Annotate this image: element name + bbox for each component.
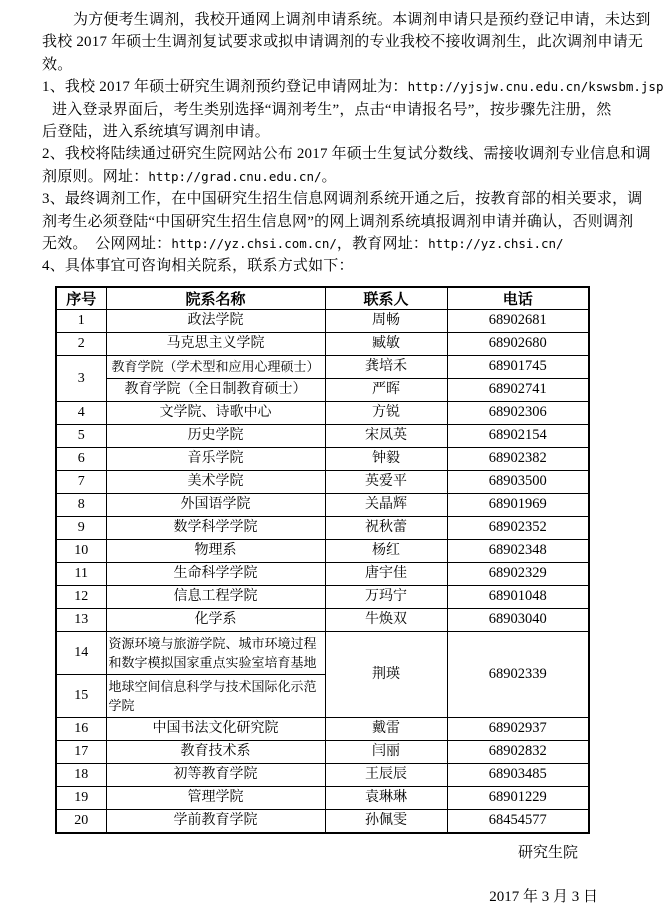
phone-number-cell: 68903040 [447,608,589,631]
contact-person-cell: 荆瑛 [325,631,447,717]
row-number-cell: 19 [56,786,106,809]
contact-person-cell: 周畅 [325,309,447,332]
contact-person-cell: 英爱平 [325,470,447,493]
table-row [56,355,589,378]
contact-table [55,286,590,834]
contact-person-cell: 祝秋蕾 [325,516,447,539]
department-name-cell: 数学科学学院 [106,516,325,539]
contact-person-cell: 宋凤英 [325,424,447,447]
table-row [56,763,589,786]
header-department-name: 院系名称 [106,287,325,310]
header-phone: 电话 [447,287,589,310]
row-number-cell: 11 [56,562,106,585]
url-text: http://grad.cnu.edu.cn/ [148,168,322,184]
paragraph-line [42,211,634,233]
paragraph-line [42,188,643,210]
row-number-cell: 8 [56,493,106,516]
table-row [56,332,589,355]
paragraph-line [42,54,609,76]
table-row [56,309,589,332]
table-row [56,378,589,401]
table-row [56,786,589,809]
department-name-cell: 外国语学院 [106,493,325,516]
header-serial-number: 序号 [56,287,106,310]
phone-number-cell: 68902306 [447,401,589,424]
phone-number-cell: 68902832 [447,740,589,763]
department-name-cell: 教育学院（学术型和应用心理硕士） [106,355,325,378]
department-name-cell: 学前教育学院 [106,809,325,833]
department-name-cell: 地球空间信息科学与技术国际化示范学院 [106,674,325,717]
contact-person-cell: 王辰辰 [325,763,447,786]
contact-table-body [56,309,589,833]
phone-number-cell: 68902348 [447,539,589,562]
text-segment: 剂考生必须登陆“中国研究生招生信息网”的网上调剂系统填报调剂申请并确认，否则调剂 [42,213,634,230]
table-row [56,539,589,562]
department-name-cell: 初等教育学院 [106,763,325,786]
row-number-cell: 5 [56,424,106,447]
phone-number-cell: 68902741 [447,378,589,401]
url-text: http://yz.chsi.cn/ [428,236,564,252]
row-number-cell: 10 [56,539,106,562]
text-segment: 我校 2017 年硕士生调剂复试要求或拟申请调剂的专业我校不接收调剂生，此次调剂申请无 [42,34,644,51]
paragraph-line [42,255,609,277]
text-segment: ，教育网址： [336,236,429,253]
table-row [56,470,589,493]
table-header-row [56,287,589,310]
text-segment: 4、具体事宜可咨询相关院系，联系方式如下： [42,258,354,275]
phone-number-cell: 68902382 [447,447,589,470]
row-number-cell: 17 [56,740,106,763]
department-name-cell: 教育学院（全日制教育硕士） [106,378,325,401]
department-name-cell: 音乐学院 [106,447,325,470]
row-number-cell: 4 [56,401,106,424]
phone-number-cell: 68901048 [447,585,589,608]
table-row [56,631,589,674]
phone-number-cell: 68902680 [447,332,589,355]
row-number-cell: 6 [56,447,106,470]
phone-number-cell: 68454577 [447,809,589,833]
department-name-cell: 物理系 [106,539,325,562]
department-name-cell: 文学院、诗歌中心 [106,401,325,424]
row-number-cell: 15 [56,674,106,717]
row-number-cell: 2 [56,332,106,355]
text-segment: 无效。 公网网址： [42,236,172,253]
signature-graduate-school: 研究生院 [517,844,578,861]
table-row [56,516,589,539]
paragraph-line [42,166,609,188]
contact-person-cell: 袁琳琳 [325,786,447,809]
phone-number-cell: 68903485 [447,763,589,786]
table-row [56,493,589,516]
phone-number-cell: 68902681 [447,309,589,332]
contact-person-cell: 严晖 [325,378,447,401]
department-name-cell: 化学系 [106,608,325,631]
url-text: http://yz.chsi.com.cn/ [171,236,337,252]
notice-body [42,9,663,278]
contact-person-cell: 戴雷 [325,717,447,740]
phone-number-cell: 68903500 [447,470,589,493]
table-row [56,717,589,740]
table-row [56,740,589,763]
paragraph-line [42,9,651,31]
document-date: 2017 年 3 月 3 日 [489,888,598,905]
text-segment: 。 [321,168,337,185]
contact-person-cell: 杨红 [325,539,447,562]
text-segment: 进入登录界面后，考生类别选择“调剂考生”，点击“申请报名号”，按步骤先注册，然 [52,101,612,118]
table-row [56,585,589,608]
header-contact-person: 联系人 [325,287,447,310]
paragraph-line [42,121,609,143]
text-segment: 剂原则。网址： [42,168,149,185]
text-segment: 为方便考生调剂，我校开通网上调剂申请系统。本调剂申请只是预约登记申请，未达到 [73,12,651,28]
text-segment: 3、最终调剂工作，在中国研究生招生信息网调剂系统开通之后，按教育部的相关要求，调 [42,191,643,208]
row-number-cell: 20 [56,809,106,833]
row-number-cell: 7 [56,470,106,493]
contact-person-cell: 万玛宁 [325,585,447,608]
row-number-cell: 12 [56,585,106,608]
department-name-cell: 生命科学学院 [106,562,325,585]
department-name-cell: 美术学院 [106,470,325,493]
url-text: http://yjsjw.cnu.edu.cn/kswsbm.jsp [407,79,663,95]
paragraph-line [42,143,651,165]
phone-number-cell: 68902937 [447,717,589,740]
phone-number-cell: 68902329 [447,562,589,585]
row-number-cell: 13 [56,608,106,631]
row-number-cell: 18 [56,763,106,786]
text-segment: 2、我校将陆续通过研究生院网站公布 2017 年硕士生复试分数线、需接收调剂专业信息和调 [42,146,651,163]
row-number-cell: 16 [56,717,106,740]
table-row [56,424,589,447]
department-name-cell: 历史学院 [106,424,325,447]
phone-number-cell: 68901745 [447,355,589,378]
paragraph-line [42,76,663,98]
department-name-cell: 中国书法文化研究院 [106,717,325,740]
row-number-cell: 1 [56,309,106,332]
contact-person-cell: 孙佩雯 [325,809,447,833]
row-number-cell: 3 [56,355,106,401]
paragraph-line [42,99,612,121]
phone-number-cell: 68902154 [447,424,589,447]
phone-number-cell: 68902339 [447,631,589,717]
contact-person-cell: 闫丽 [325,740,447,763]
contact-person-cell: 方锐 [325,401,447,424]
contact-person-cell: 关晶辉 [325,493,447,516]
department-name-cell: 马克思主义学院 [106,332,325,355]
contact-person-cell: 龚培禾 [325,355,447,378]
contact-person-cell: 臧敏 [325,332,447,355]
department-name-cell: 信息工程学院 [106,585,325,608]
text-segment: 后登陆，进入系统填写调剂申请。 [42,124,271,141]
table-row [56,562,589,585]
row-number-cell: 14 [56,631,106,674]
row-number-cell: 9 [56,516,106,539]
contact-person-cell: 钟毅 [325,447,447,470]
table-row [56,809,589,833]
contact-person-cell: 唐宇佳 [325,562,447,585]
department-name-cell: 教育技术系 [106,740,325,763]
table-row [56,608,589,631]
table-row [56,401,589,424]
department-name-cell: 资源环境与旅游学院、城市环境过程和数字模拟国家重点实验室培育基地 [106,631,325,674]
paragraph-line [42,233,609,255]
phone-number-cell: 68901969 [447,493,589,516]
table-row [56,447,589,470]
paragraph-line [42,31,644,53]
text-segment: 1、我校 2017 年硕士研究生调剂预约登记申请网址为： [42,79,408,96]
department-name-cell: 管理学院 [106,786,325,809]
text-segment: 效。 [42,56,73,73]
contact-person-cell: 牛焕双 [325,608,447,631]
department-name-cell: 政法学院 [106,309,325,332]
phone-number-cell: 68901229 [447,786,589,809]
phone-number-cell: 68902352 [447,516,589,539]
